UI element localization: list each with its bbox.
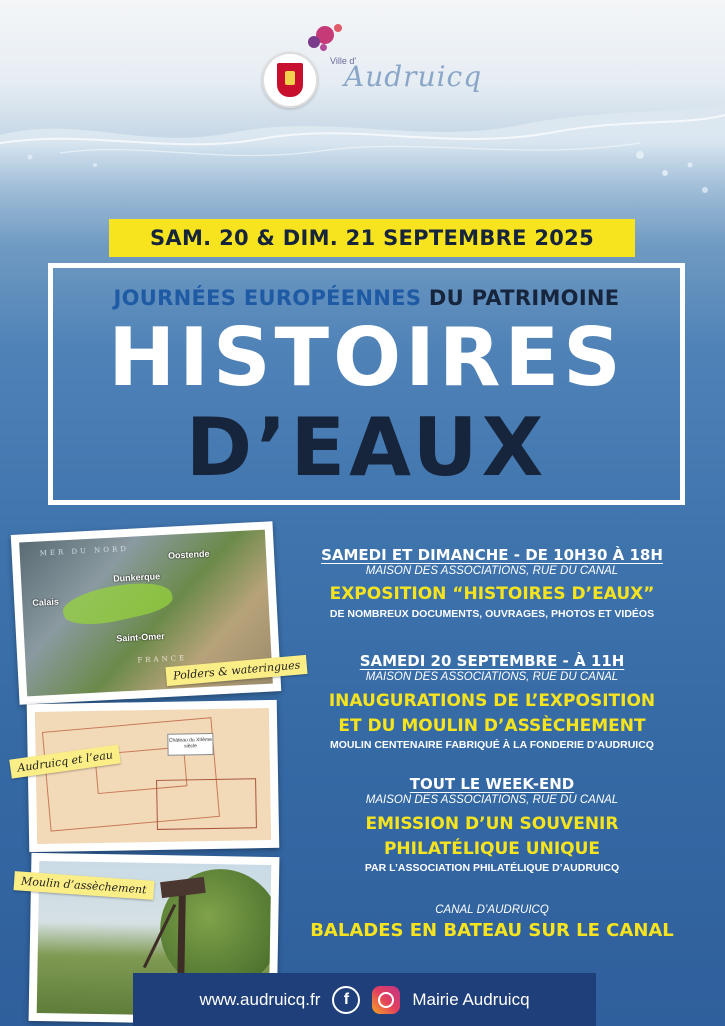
facebook-icon[interactable]: f [332, 986, 360, 1014]
program-item [292, 903, 692, 944]
plan-note: Château du XIIème siècle [167, 733, 213, 756]
logo-dot [334, 24, 342, 32]
logo-ville-small: Ville d' [330, 56, 357, 66]
program-place: CANAL D’AUDRUICQ [435, 904, 549, 916]
date-banner: SAM. 20 & DIM. 21 SEPTEMBRE 2025 [109, 219, 635, 257]
footer-bar [133, 973, 596, 1026]
logo-dot [308, 36, 320, 48]
website-link[interactable]: www.audruicq.fr [199, 989, 321, 1009]
event-name [53, 286, 680, 310]
photo-tag-audruicq: Audruicq et l’eau [9, 744, 121, 778]
event-name-dark: DU PATRIMOINE [428, 286, 620, 310]
program-place: MAISON DES ASSOCIATIONS, RUE DU CANAL [365, 671, 619, 683]
title-box [48, 263, 685, 505]
title-line-2: D’EAUX [185, 401, 548, 494]
program-place: MAISON DES ASSOCIATIONS, RUE DU CANAL [365, 794, 619, 806]
program-title: INAUGURATIONS DE L’EXPOSITION [328, 691, 656, 711]
program-title: EXPOSITION “HISTOIRES D’EAUX” [329, 584, 655, 604]
map-place: Calais [32, 596, 60, 608]
program-item [292, 652, 692, 751]
ville-logo [258, 22, 483, 112]
map-place: FRANCE [137, 653, 188, 665]
plan-photo [27, 700, 280, 852]
program-title: PHILATÉLIQUE UNIQUE [383, 838, 601, 859]
photo-tag-polders: Polders & wateringues [165, 655, 308, 686]
social-handle[interactable]: Mairie Audruicq [412, 989, 530, 1009]
map-place: Oostende [167, 548, 210, 561]
program-desc: PAR L’ASSOCIATION PHILATÉLIQUE D’AUDRUICQ [364, 862, 620, 875]
crest-icon [262, 52, 318, 108]
map-sea-label: MER DU NORD [39, 544, 130, 558]
instagram-icon[interactable] [372, 986, 400, 1014]
program-item [292, 546, 692, 620]
event-name-blue: JOURNÉES EUROPÉENNES [113, 286, 422, 310]
program-place: MAISON DES ASSOCIATIONS, RUE DU CANAL [365, 565, 619, 577]
water-splash [0, 95, 725, 215]
program-title: BALADES EN BATEAU SUR LE CANAL [310, 920, 674, 941]
program-desc: DE NOMBREUX DOCUMENTS, OUVRAGES, PHOTOS ET VIDÉOS [329, 607, 655, 620]
title-line-1: HISTOIRES [108, 311, 625, 404]
logo-dot [320, 44, 327, 51]
map-place: Dunkerque [112, 571, 161, 584]
map-place: Saint-Omer [116, 631, 166, 644]
program-head: SAMEDI ET DIMANCHE - DE 10H30 À 18H [321, 546, 663, 564]
program-title: ET DU MOULIN D’ASSÈCHEMENT [338, 715, 646, 736]
plan-outline [156, 778, 257, 830]
program-title: EMISSION D’UN SOUVENIR [365, 814, 619, 834]
program-head: TOUT LE WEEK-END [409, 775, 575, 793]
program-item [292, 775, 692, 874]
program-desc: MOULIN CENTENAIRE FABRIQUÉ À LA FONDERIE D’AUDRUICQ [330, 739, 654, 752]
logo-ville-name: Audruicq [344, 60, 483, 93]
program-head: SAMEDI 20 SEPTEMBRE - À 11H [359, 652, 625, 670]
photo-tag-moulin: Moulin d’assèchement [14, 871, 155, 900]
